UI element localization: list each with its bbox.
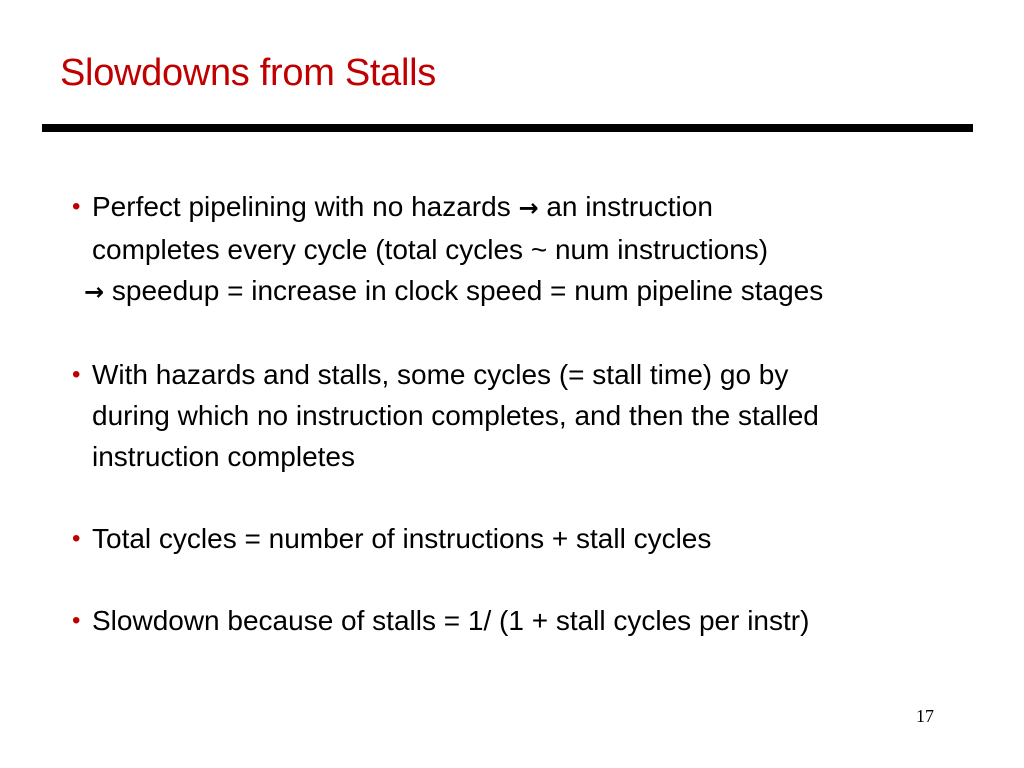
bullet-line: instruction completes xyxy=(92,441,356,472)
bullet-marker: • xyxy=(72,193,81,220)
bullet-list xyxy=(72,186,972,682)
bullet-marker: • xyxy=(72,361,81,388)
bullet-line: Slowdown because of stalls = 1/ (1 + stall cycles per instr) xyxy=(92,605,810,636)
right-arrow-icon: → xyxy=(518,194,539,222)
bullet-item-total-cycles xyxy=(72,518,972,559)
right-arrow-icon: → xyxy=(84,278,105,306)
bullet-line xyxy=(92,186,972,229)
page-number: 17 xyxy=(916,706,934,726)
bullet-item-hazards-stalls xyxy=(72,354,972,477)
bullet-text: speedup = increase in clock speed = num pipeline stages xyxy=(111,275,824,306)
bullet-marker: • xyxy=(72,525,81,552)
bullet-line: during which no instruction completes, and then the stalled xyxy=(92,400,819,431)
bullet-marker: • xyxy=(72,607,81,634)
bullet-line: With hazards and stalls, some cycles (= stall time) go by xyxy=(92,359,789,390)
slide-title: Slowdowns from Stalls xyxy=(60,52,436,94)
bullet-item-perfect-pipelining xyxy=(72,186,972,313)
bullet-text: Perfect pipelining with no hazards xyxy=(92,191,511,222)
bullet-line: Total cycles = number of instructions + stall cycles xyxy=(92,523,712,554)
bullet-item-slowdown xyxy=(72,600,972,641)
title-divider xyxy=(42,124,973,132)
bullet-line xyxy=(84,270,972,313)
bullet-text: an instruction xyxy=(546,191,713,222)
bullet-line: completes every cycle (total cycles ~ num instructions) xyxy=(92,234,769,265)
